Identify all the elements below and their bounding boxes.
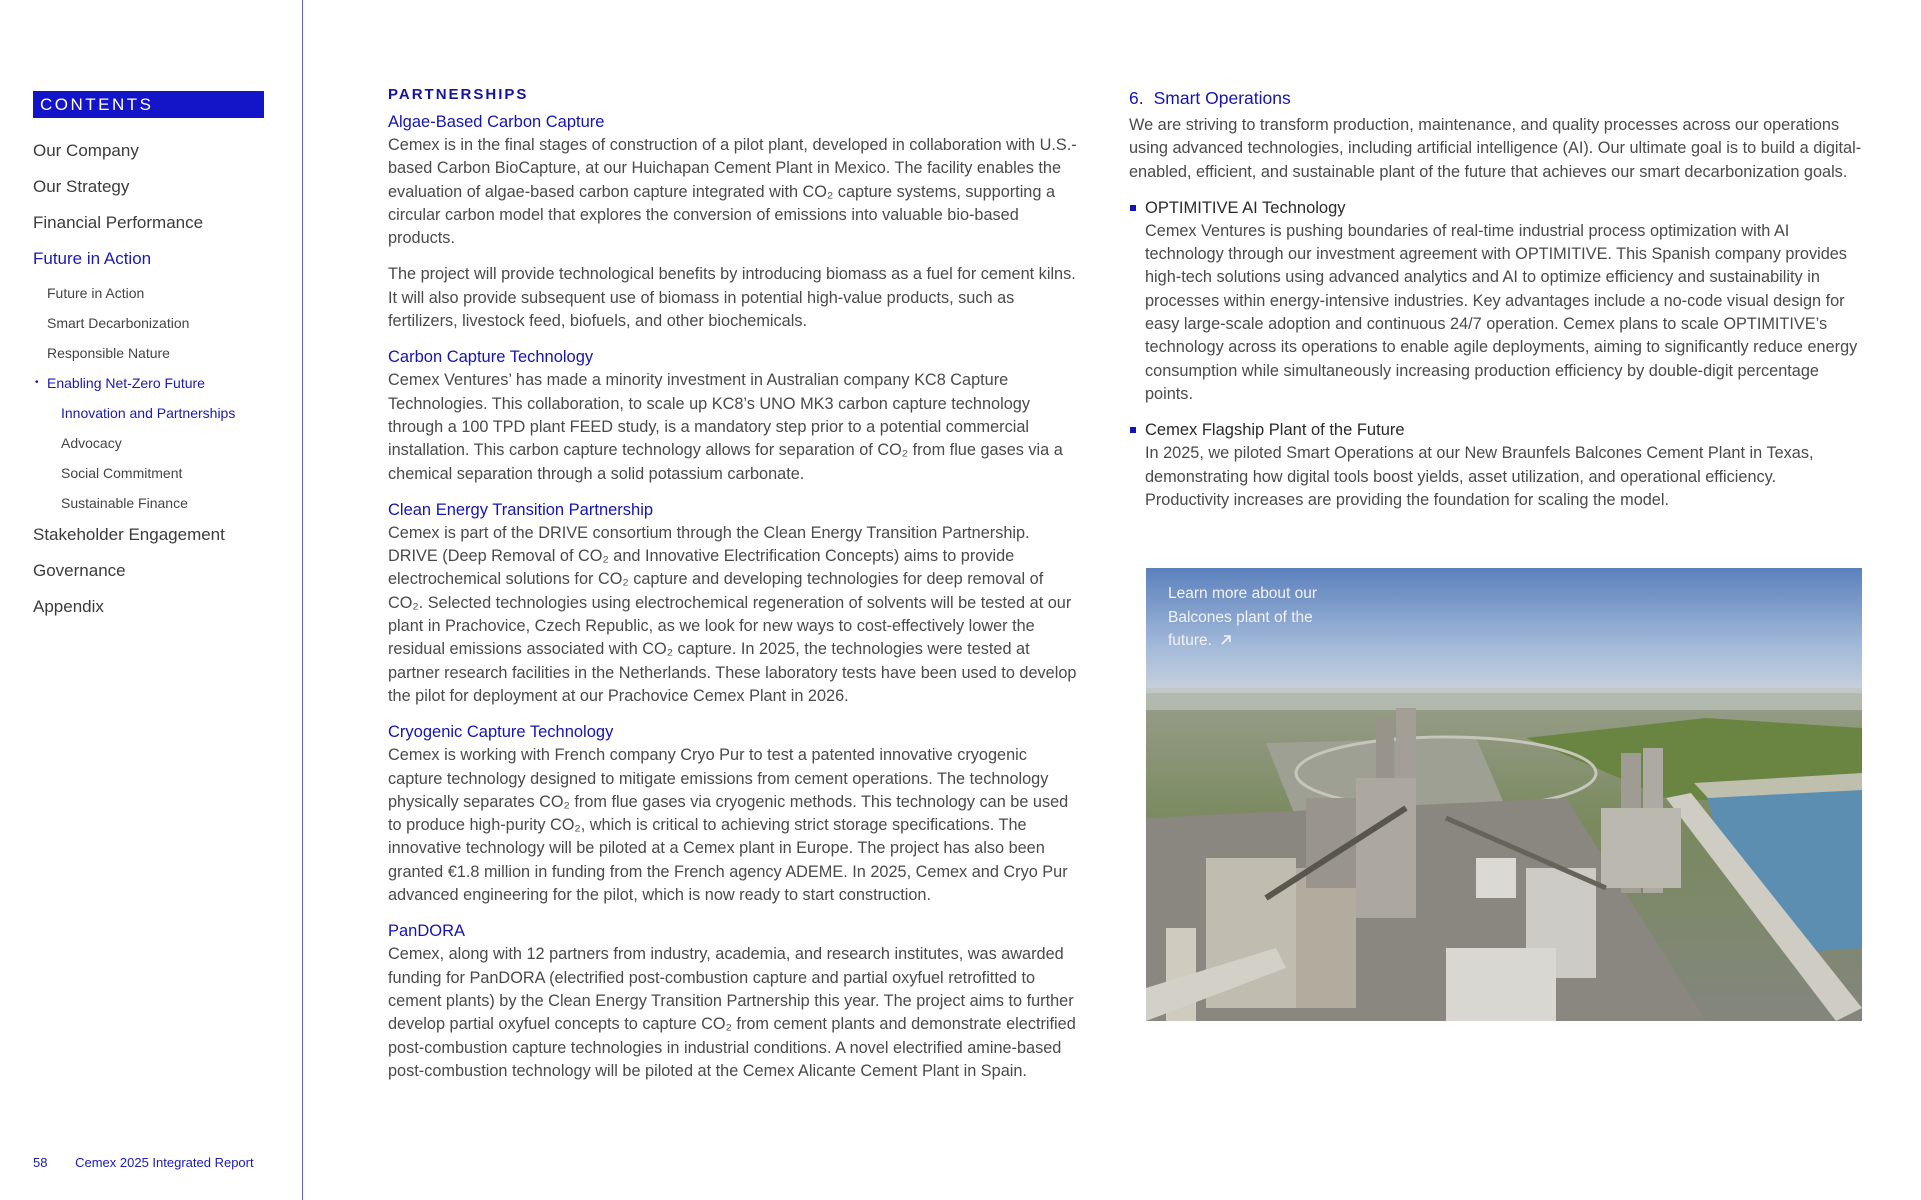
section-intro: We are striving to transform production, maintenance, and quality processes across our operations using advanced technologies, including artificial intelligence (AI). Our ultimate goal is to build a digital-enabled, efficient, and sustainable plant of the future that achieves our smart decarbonization goals. bbox=[1129, 116, 1862, 181]
bullet-item bbox=[1129, 419, 1864, 512]
toc-item[interactable]: Future in Action bbox=[33, 249, 152, 268]
bullet-text: Cemex Ventures is pushing boundaries of real-time industrial process optimization with AI technology through our investment agreement with OPTIMITIVE. This Spanish company provides high-tech solutions using advanced analytics and AI to optimize efficiency and sustainability in processes within energy-intensive industries. Key advantages include a no-code visual design for easy large-scale adoption and continuous 24/7 operation. Cemex plans to scale OPTIMITIVE’s technology across its operations to enable agile deployments, aiming to significantly reduce energy consumption while simultaneously increasing production efficiency by double-digit percentage points. bbox=[1145, 221, 1858, 403]
square-bullet-icon bbox=[1130, 427, 1136, 433]
learn-more-text: Learn more about our Balcones plant of the future. bbox=[1168, 585, 1318, 649]
partnership-list bbox=[388, 111, 1078, 1083]
toc-item[interactable]: Innovation and Partnerships bbox=[61, 405, 236, 421]
bullet-text: In 2025, we piloted Smart Operations at our New Braunfels Balcones Cement Plant in Texas, demonstrating how digital tools boost yields, asset utilization, and operational efficiency. Productivity increases are providing the foundation for scaling the model. bbox=[1145, 444, 1814, 509]
section-title-text: Smart Operations bbox=[1153, 88, 1291, 108]
partnership-paragraph: Cemex is working with French company Cryo Pur to test a patented innovative cryogenic capture technology designed to mitigate emissions from cement operations. The technology physically separates CO₂ from flue gases via cryogenic methods. This technology can be used to produce high-purity CO₂, which is critical to achieving strict storage specifications. The innovative technology will be piloted at a Cemex plant in Europe. The project has also been granted €1.8 million in funding from the French agency ADEME. In 2025, Cemex and Cryo Pur advanced engineering for the pilot, which is now ready to start construction. bbox=[388, 746, 1069, 905]
table-of-contents bbox=[33, 138, 293, 630]
learn-more-link[interactable] bbox=[1168, 582, 1328, 653]
toc-item[interactable]: Advocacy bbox=[61, 435, 122, 451]
partnership-title: Carbon Capture Technology bbox=[388, 348, 594, 367]
report-title: Cemex 2025 Integrated Report bbox=[75, 1155, 254, 1170]
toc-item[interactable]: Responsible Nature bbox=[47, 345, 170, 361]
toc-item[interactable]: • Enabling Net-Zero Future bbox=[33, 372, 293, 402]
arrow-up-right-icon bbox=[1220, 634, 1232, 646]
partnership-item bbox=[388, 920, 1078, 1083]
balcones-plant-photo[interactable] bbox=[1146, 568, 1862, 1021]
toc-item[interactable]: Our Strategy bbox=[33, 177, 130, 196]
toc-item[interactable]: Appendix bbox=[33, 597, 104, 616]
partnership-paragraph: Cemex Ventures’ has made a minority investment in Australian company KC8 Capture Technologies. This collaboration, to scale up KC8’s UNO MK3 carbon capture technology through a 100 TPD plant FEED study, is a mandatory step prior to a potential commercial installation. This carbon capture technology allows for separation of CO₂ from flue gases via a chemical separation through a solid potassium carbonate. bbox=[388, 371, 1063, 483]
partnership-title: PanDORA bbox=[388, 922, 466, 941]
section-number: 6. bbox=[1129, 88, 1144, 108]
sidebar bbox=[0, 0, 303, 1200]
bullet-title: OPTIMITIVE AI Technology bbox=[1145, 198, 1346, 217]
partnership-paragraph: Cemex is in the final stages of construction of a pilot plant, developed in collaboration with U.S.-based Carbon BioCapture, at our Huichapan Cement Plant in Mexico. The facility enables the evaluation of algae-based carbon capture integrated with CO₂ capture systems, supporting a circular carbon model that explores the conversion of emissions into valuable bio-based products. bbox=[388, 136, 1077, 248]
toc-item[interactable]: Governance bbox=[33, 561, 126, 580]
bullet-list bbox=[1129, 197, 1864, 512]
partnership-paragraph: Cemex, along with 12 partners from industry, academia, and research institutes, was awarded funding for PanDORA (electrified post-combustion capture and partial oxyfuel retrofitted to cement plants) by the Clean Energy Transition Partnership this year. The project aims to further develop partial oxyfuel concepts to capture CO₂ from cement plants and demonstrate electrified post-combustion capture technologies in industrial conditions. A novel electrified amine-based post-combustion technology will be piloted at the Cemex Alicante Cement Plant in Spain. bbox=[388, 945, 1076, 1080]
active-bullet-icon: • bbox=[35, 377, 39, 388]
toc-item[interactable]: Future in Action bbox=[47, 285, 145, 301]
partnership-item bbox=[388, 346, 1078, 485]
partnership-title: Clean Energy Transition Partnership bbox=[388, 500, 654, 519]
toc-item[interactable]: Smart Decarbonization bbox=[47, 315, 190, 331]
bullet-item bbox=[1129, 197, 1864, 406]
toc-item[interactable]: Social Commitment bbox=[61, 465, 183, 481]
toc-item[interactable]: Financial Performance bbox=[33, 213, 204, 232]
partnerships-column bbox=[388, 86, 1078, 1096]
contents-heading: CONTENTS bbox=[33, 91, 264, 118]
partnership-title: Cryogenic Capture Technology bbox=[388, 723, 614, 742]
partnership-item bbox=[388, 499, 1078, 708]
page-footer bbox=[33, 1155, 254, 1170]
toc-item[interactable]: Stakeholder Engagement bbox=[33, 525, 225, 544]
section-title bbox=[1129, 86, 1864, 111]
partnership-item bbox=[388, 111, 1078, 333]
page-number: 58 bbox=[33, 1155, 48, 1170]
toc-item[interactable]: Sustainable Finance bbox=[61, 495, 188, 511]
bullet-title: Cemex Flagship Plant of the Future bbox=[1145, 421, 1405, 440]
partnership-paragraph: Cemex is part of the DRIVE consortium through the Clean Energy Transition Partnership. DRIVE (Deep Removal of CO₂ and Innovative Electrification Concepts) aims to provide electrochemical solutions for CO₂ capture and developing technologies for deep removal of CO₂. Selected technologies using electrochemical regeneration of solvents will be tested at our plant in Prachovice, Czech Republic, as we look for new ways to cost-effectively lower the residual emissions associated with CO₂ capture. In 2025, the technologies were tested at partner research facilities in the Netherlands. These laboratory tests have been used to develop the pilot for deployment at our Prachovice Cemex Plant in 2026. bbox=[388, 523, 1077, 705]
partnership-title: Algae-Based Carbon Capture bbox=[388, 113, 605, 131]
smart-operations-column bbox=[1129, 86, 1864, 512]
partnership-paragraph: The project will provide technological benefits by introducing biomass as a fuel for cement kilns. It will also provide subsequent use of biomass in potential high-value products, such as fertilizers, livestock feed, biofuels, and other biochemicals. bbox=[388, 265, 1076, 331]
section-kicker: PARTNERSHIPS bbox=[388, 86, 529, 103]
partnership-item bbox=[388, 721, 1078, 907]
square-bullet-icon bbox=[1130, 205, 1136, 211]
toc-item[interactable]: Our Company bbox=[33, 141, 139, 160]
